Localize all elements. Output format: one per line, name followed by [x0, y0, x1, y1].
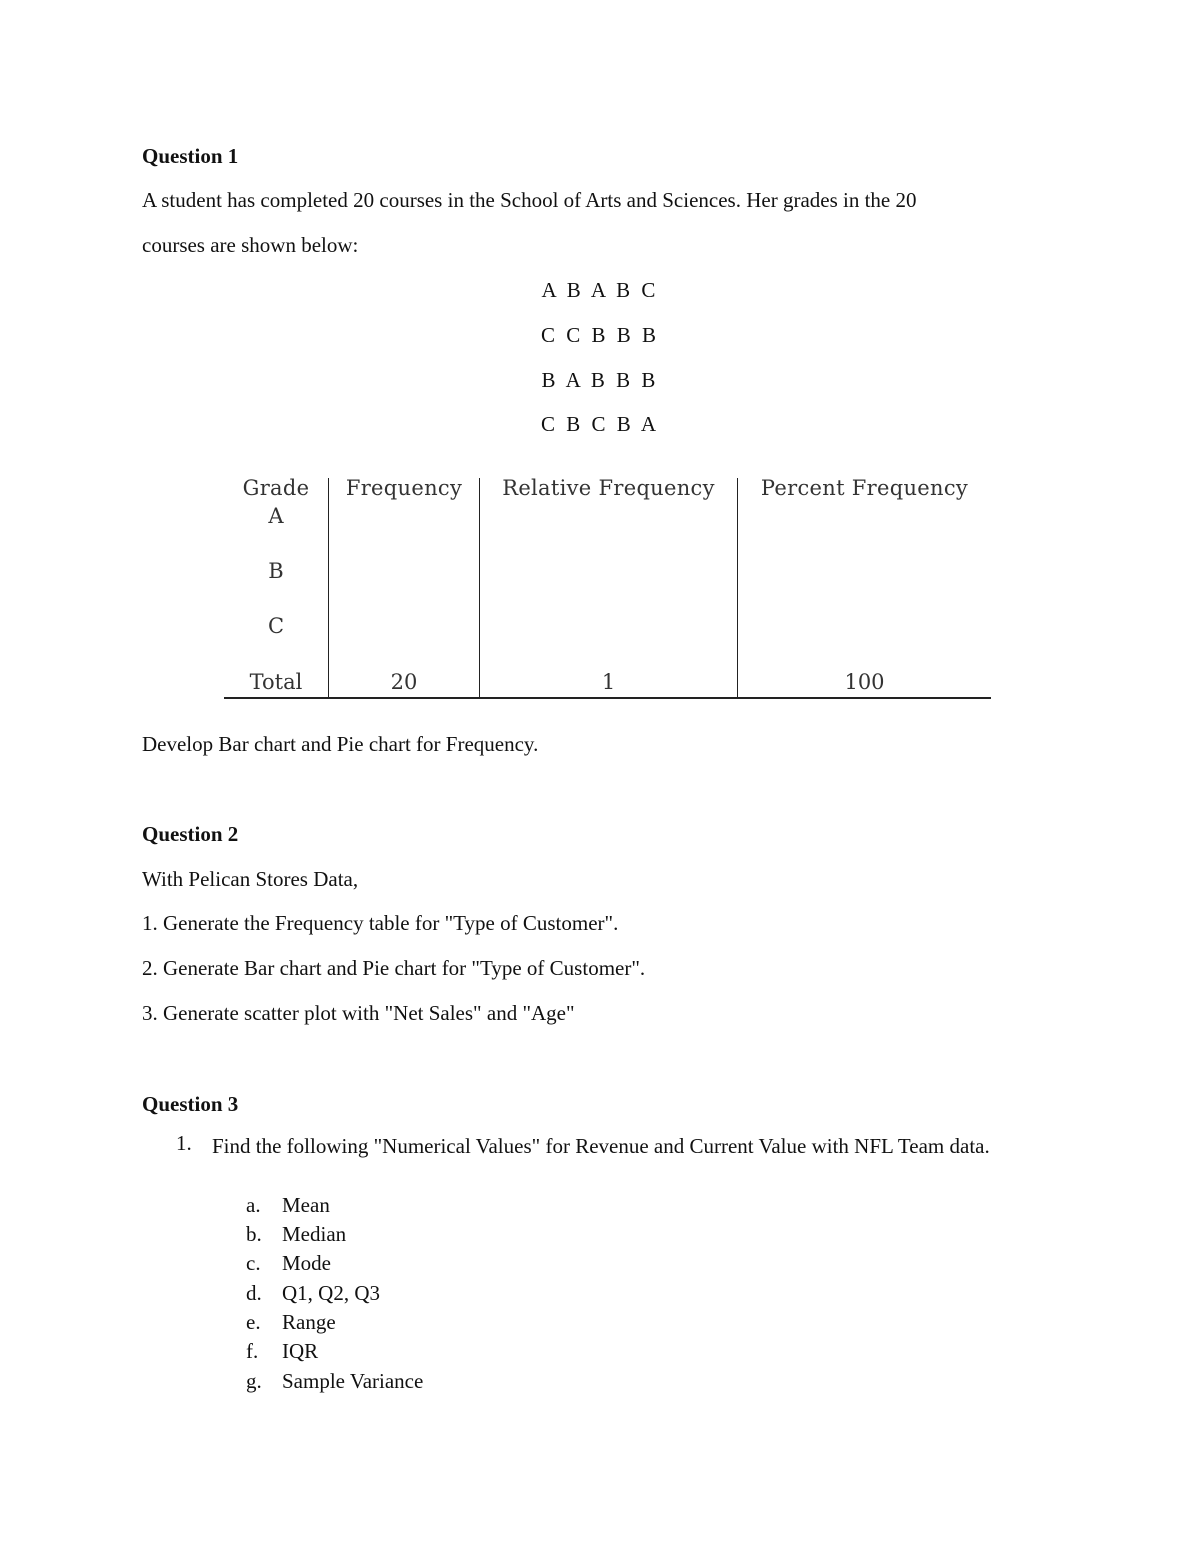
question-1-intro-line-2: courses are shown below:	[142, 233, 359, 257]
question-2-item: 3. Generate scatter plot with "Net Sales" and "Age"	[142, 1001, 575, 1025]
subitem-text: Sample Variance	[282, 1369, 424, 1393]
grade-row: C B C B A	[540, 412, 660, 436]
grade-row: B A B B B	[541, 368, 659, 392]
table-total-relative: 1	[601, 670, 616, 694]
table-divider	[328, 478, 329, 698]
table-divider	[479, 478, 480, 698]
grade-row: C C B B B	[540, 323, 660, 347]
question-2-item: 2. Generate Bar chart and Pie chart for "Type of Customer".	[142, 956, 646, 980]
question-3-subitem	[246, 1339, 318, 1364]
question-1-intro-line-1: A student has completed 20 courses in the School of Arts and Sciences. Her grades in the 20	[142, 188, 917, 212]
question-3-subitem	[246, 1281, 380, 1306]
subitem-letter: d.	[246, 1281, 262, 1305]
question-3-item-number: 1.	[176, 1131, 192, 1155]
grade-row: A B A B C	[541, 278, 659, 302]
table-cell-grade: A	[268, 504, 284, 528]
subitem-letter: c.	[246, 1251, 261, 1275]
subitem-letter: g.	[246, 1369, 262, 1393]
subitem-letter: e.	[246, 1310, 261, 1334]
table-total-label: Total	[249, 670, 303, 694]
subitem-letter: a.	[246, 1193, 261, 1217]
question-2-item: 1. Generate the Frequency table for "Type of Customer".	[142, 911, 619, 935]
subitem-text: Mode	[282, 1251, 331, 1275]
table-header-frequency: Frequency	[345, 476, 463, 500]
subitem-text: IQR	[282, 1339, 319, 1363]
question-1-instruction: Develop Bar chart and Pie chart for Frequency.	[142, 732, 539, 756]
subitem-text: Range	[282, 1310, 336, 1334]
question-3-subitem	[246, 1193, 330, 1218]
table-cell-grade: B	[268, 559, 284, 583]
question-2-intro: With Pelican Stores Data,	[142, 867, 359, 891]
question-2-heading: Question 2	[142, 822, 239, 846]
table-total-frequency: 20	[390, 670, 418, 694]
subitem-letter: f.	[246, 1339, 259, 1363]
question-3-subitem	[246, 1222, 346, 1247]
table-cell-grade: C	[267, 614, 285, 638]
subitem-text: Mean	[282, 1193, 330, 1217]
question-3-subitem	[246, 1369, 423, 1394]
question-3-subitem	[246, 1310, 336, 1335]
table-total-percent: 100	[844, 670, 885, 694]
subitem-text: Q1, Q2, Q3	[282, 1281, 380, 1305]
question-3-item-text: Find the following "Numerical Values" for Revenue and Current Value with NFL Team data.	[212, 1134, 990, 1158]
table-bottom-rule	[224, 697, 991, 699]
frequency-table	[224, 474, 991, 698]
question-3-subitem	[246, 1251, 331, 1276]
table-header-relative-frequency: Relative Frequency	[502, 476, 715, 500]
subitem-letter: b.	[246, 1222, 262, 1246]
table-header-grade: Grade	[242, 476, 310, 500]
table-divider	[737, 478, 738, 698]
subitem-text: Median	[282, 1222, 347, 1246]
question-1-heading: Question 1	[142, 144, 239, 168]
table-header-percent-frequency: Percent Frequency	[760, 476, 969, 500]
question-3-heading: Question 3	[142, 1092, 239, 1116]
